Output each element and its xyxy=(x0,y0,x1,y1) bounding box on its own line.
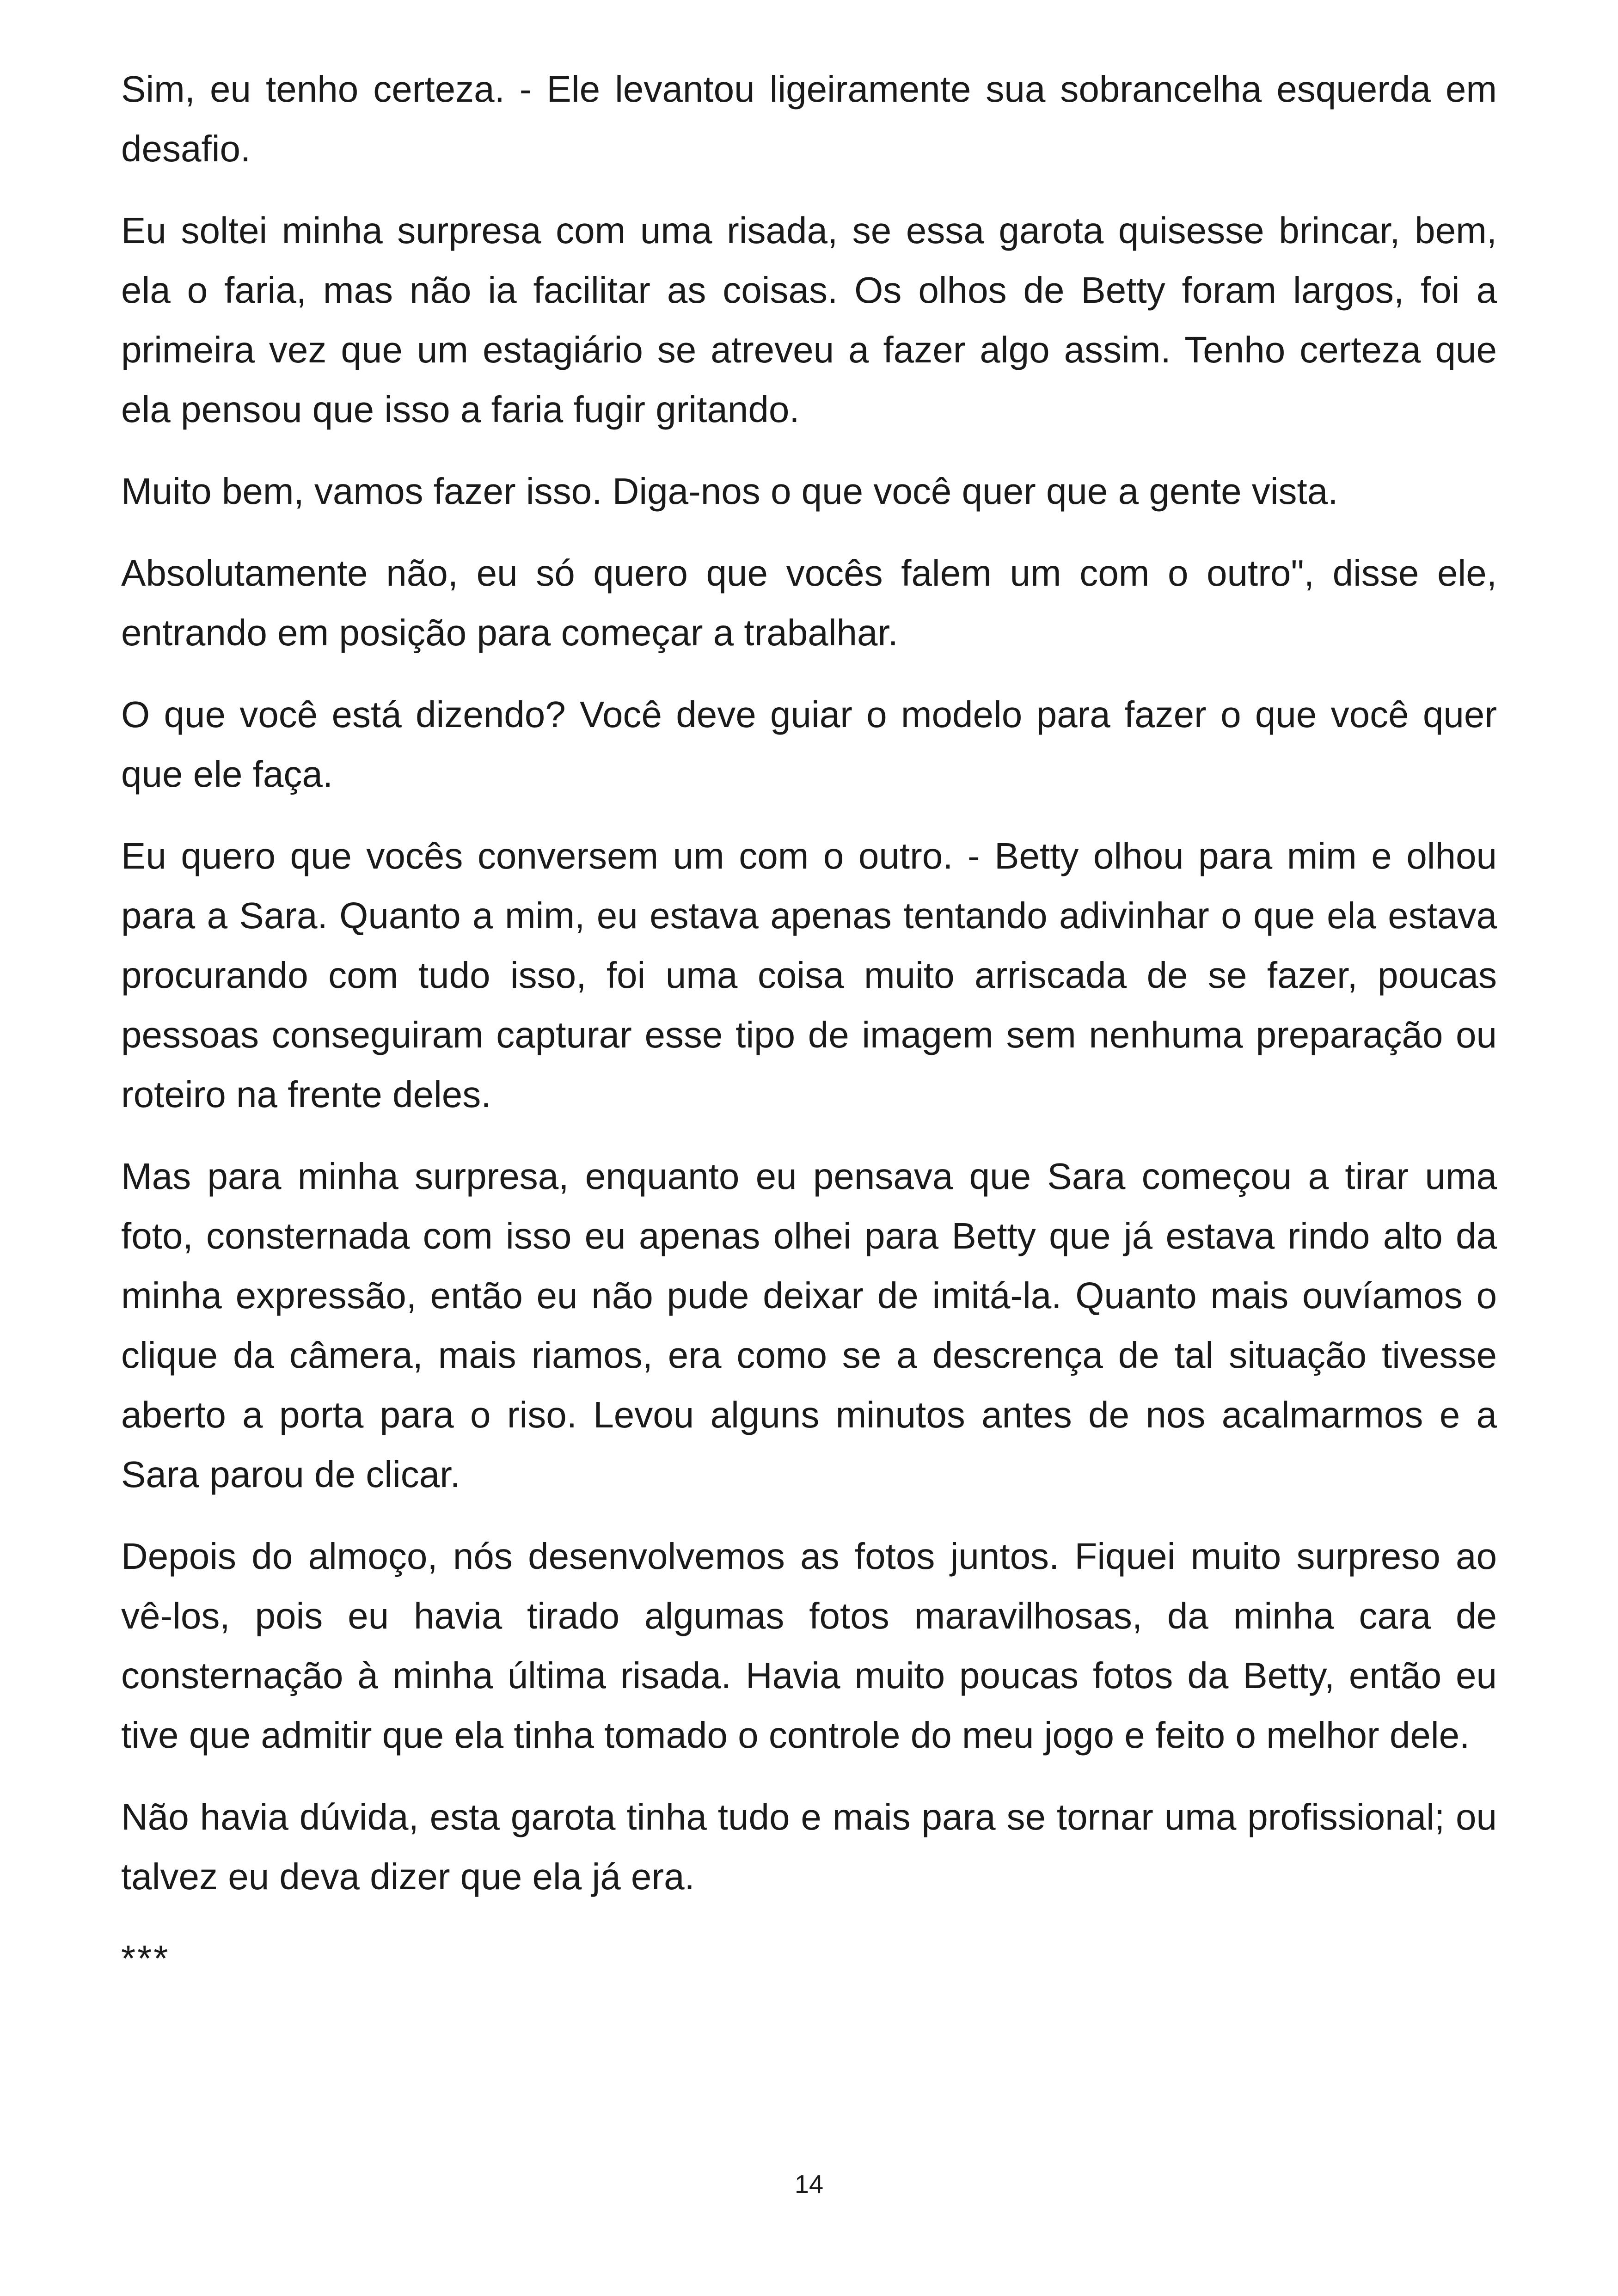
paragraph-4: Absolutamente não, eu só quero que vocês falem um com o outro", disse ele, entrando em posição para começar a trabalhar. xyxy=(121,552,1497,653)
paragraph-5: O que você está dizendo? Você deve guiar o modelo para fazer o que você quer que ele faça. xyxy=(121,694,1497,795)
paragraph-1: Sim, eu tenho certeza. - Ele levantou ligeiramente sua sobrancelha esquerda em desafio. xyxy=(121,68,1497,169)
paragraph-8: Depois do almoço, nós desenvolvemos as fotos juntos. Fiquei muito surpreso ao vê-los, pois eu havia tirado algumas fotos maravilhosas, da minha cara de consternação à minha última risada. Havia muito poucas fotos da Betty, então eu tive que admitir que ela tinha tomado o controle do meu jogo e feito o melhor dele. xyxy=(121,1536,1497,1756)
scene-separator: *** xyxy=(121,1938,170,1979)
paragraph-6: Eu quero que vocês conversem um com o outro. - Betty olhou para mim e olhou para a Sara. Quanto a mim, eu estava apenas tentando adivinhar o que ela estava procurando com tudo isso, foi uma coisa muito arriscada de se fazer, poucas pessoas conseguiram capturar esse tipo de imagem sem nenhuma preparação ou roteiro na frente deles. xyxy=(121,835,1497,1115)
paragraph-3: Muito bem, vamos fazer isso. Diga-nos o que você quer que a gente vista. xyxy=(121,471,1338,512)
paragraph-9: Não havia dúvida, esta garota tinha tudo e mais para se tornar uma profissional; ou talvez eu deva dizer que ela já era. xyxy=(121,1796,1497,1897)
body-text xyxy=(121,59,1497,1988)
page-number: 14 xyxy=(794,2169,824,2198)
paragraph-7: Mas para minha surpresa, enquanto eu pensava que Sara começou a tirar uma foto, consternada com isso eu apenas olhei para Betty que já estava rindo alto da minha expressão, então eu não pude deixar de imitá-la. Quanto mais ouvíamos o clique da câmera, mais riamos, era como se a descrença de tal situação tivesse aberto a porta para o riso. Levou alguns minutos antes de nos acalmarmos e a Sara parou de clicar. xyxy=(121,1156,1497,1495)
paragraph-2: Eu soltei minha surpresa com uma risada, se essa garota quisesse brincar, bem, ela o faria, mas não ia facilitar as coisas. Os olhos de Betty foram largos, foi a primeira vez que um estagiário se atreveu a fazer algo assim. Tenho certeza que ela pensou que isso a faria fugir gritando. xyxy=(121,210,1497,430)
